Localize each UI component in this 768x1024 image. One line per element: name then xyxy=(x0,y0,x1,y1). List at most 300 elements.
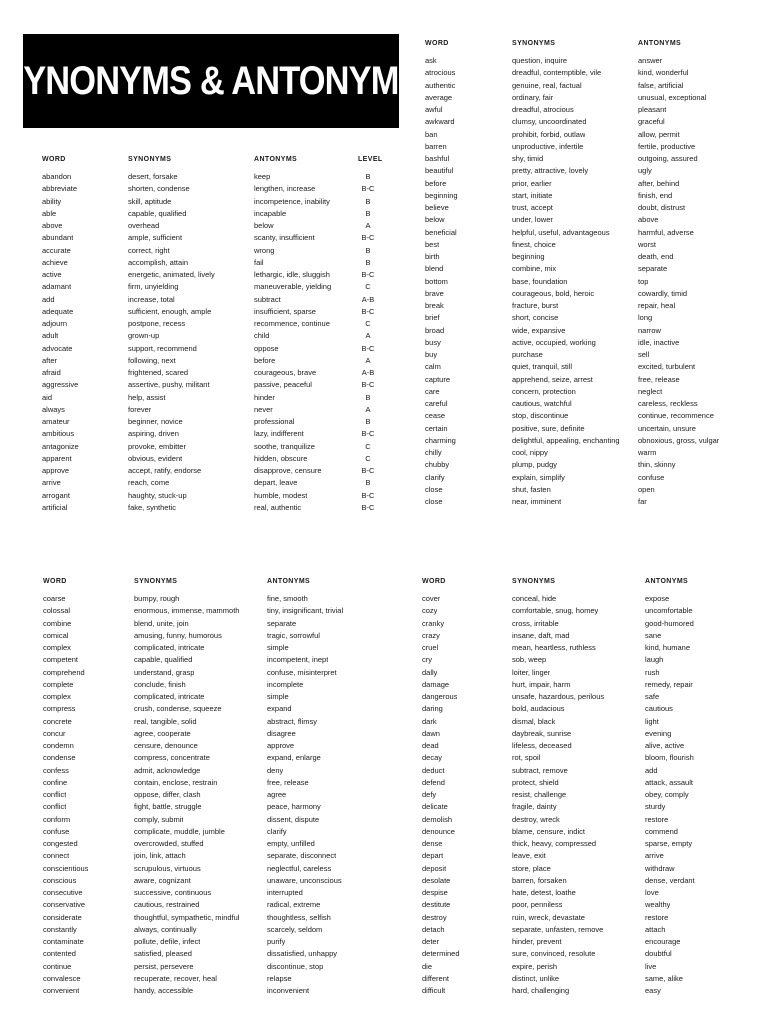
level-cell: B-C xyxy=(361,429,375,439)
word-cell: condense xyxy=(43,753,76,763)
word-cell: complex xyxy=(43,643,71,652)
word-cell: cry xyxy=(422,655,432,665)
word-cell: concrete xyxy=(43,716,72,726)
column-header-word: WORD xyxy=(42,156,66,163)
antonyms-cell: false, artificial xyxy=(638,80,684,90)
word-cell: abundant xyxy=(42,233,74,243)
antonyms-cell: fertile, productive xyxy=(638,141,696,151)
table-row xyxy=(43,899,383,911)
column-header-synonyms: SYNONYMS xyxy=(512,578,556,585)
synonyms-cell: hurt, impair, harm xyxy=(512,679,571,689)
table-row xyxy=(42,330,388,342)
word-table-panel-2 xyxy=(425,40,725,508)
table-row xyxy=(43,703,383,715)
antonyms-cell: expand, enlarge xyxy=(267,753,321,763)
word-cell: different xyxy=(422,973,449,983)
antonyms-cell: disapprove, censure xyxy=(254,466,322,475)
synonyms-cell: shy, timid xyxy=(512,154,544,163)
table-row xyxy=(43,912,383,924)
table-row xyxy=(425,435,725,447)
antonyms-cell: finish, end xyxy=(638,190,673,200)
antonyms-cell: sparse, empty xyxy=(645,839,693,848)
synonyms-cell: beginning xyxy=(512,252,545,261)
synonyms-cell: crush, condense, squeeze xyxy=(134,704,222,714)
word-cell: busy xyxy=(425,337,441,347)
word-cell: calm xyxy=(425,362,441,372)
antonyms-cell: hidden, obscure xyxy=(254,453,308,463)
antonyms-cell: outgoing, assured xyxy=(638,154,698,163)
word-cell: able xyxy=(42,208,57,218)
table-row xyxy=(422,667,742,679)
word-cell: despise xyxy=(422,888,448,897)
antonyms-cell: neglect xyxy=(638,386,663,396)
table-header xyxy=(42,156,388,168)
table-row xyxy=(42,196,388,208)
word-cell: conscientious xyxy=(43,863,89,873)
table-header xyxy=(422,578,742,590)
table-row xyxy=(425,337,725,349)
antonyms-cell: add xyxy=(645,765,658,775)
table-row xyxy=(42,379,388,391)
table-row xyxy=(422,691,742,703)
antonyms-cell: harmful, adverse xyxy=(638,227,694,237)
synonyms-cell: contain, enclose, restrain xyxy=(134,777,218,787)
table-row xyxy=(422,605,742,617)
synonyms-cell: comply, submit xyxy=(134,814,184,824)
level-cell: A xyxy=(365,404,371,414)
synonyms-cell: rot, spoil xyxy=(512,753,541,763)
synonyms-cell: shut, fasten xyxy=(512,484,551,494)
word-cell: crazy xyxy=(422,630,440,640)
table-row xyxy=(425,349,725,361)
word-cell: ask xyxy=(425,56,437,65)
word-cell: conflict xyxy=(43,802,67,812)
table-header xyxy=(425,40,725,52)
synonyms-cell: support, recommend xyxy=(128,343,197,353)
synonyms-cell: combine, mix xyxy=(512,264,557,274)
word-cell: cozy xyxy=(422,606,438,616)
table-row xyxy=(425,239,725,251)
synonyms-cell: prior, earlier xyxy=(512,178,552,188)
antonyms-cell: deny xyxy=(267,765,284,775)
synonyms-cell: helpful, useful, advantageous xyxy=(512,227,610,237)
word-cell: charming xyxy=(425,435,456,445)
word-cell: dense xyxy=(422,839,443,848)
antonyms-cell: neglectful, careless xyxy=(267,863,332,873)
antonyms-cell: graceful xyxy=(638,117,665,127)
antonyms-cell: incapable xyxy=(254,208,287,218)
antonyms-cell: live xyxy=(645,961,657,971)
synonyms-cell: recuperate, recover, heal xyxy=(134,973,217,983)
table-row xyxy=(42,306,388,318)
table-row xyxy=(43,667,383,679)
synonyms-cell: correct, right xyxy=(128,245,170,255)
table-row xyxy=(43,887,383,899)
synonyms-cell: destroy, wreck xyxy=(512,814,560,824)
synonyms-cell: conclude, finish xyxy=(134,679,186,689)
table-row xyxy=(425,202,725,214)
table-row xyxy=(42,416,388,428)
word-cell: conscious xyxy=(43,875,77,885)
word-cell: afraid xyxy=(42,368,61,377)
synonyms-cell: always, continually xyxy=(134,924,197,934)
word-cell: conservative xyxy=(43,900,86,910)
antonyms-cell: kind, wonderful xyxy=(638,68,689,78)
table-row xyxy=(422,630,742,642)
table-row xyxy=(42,392,388,404)
word-cell: dally xyxy=(422,667,438,677)
antonyms-cell: doubt, distrust xyxy=(638,203,686,212)
antonyms-cell: separate xyxy=(638,264,668,274)
word-cell: confess xyxy=(43,765,69,775)
word-cell: considerate xyxy=(43,912,82,922)
synonyms-cell: distinct, unlike xyxy=(512,973,560,983)
word-cell: denounce xyxy=(422,826,455,836)
word-cell: deposit xyxy=(422,863,447,873)
table-row xyxy=(422,777,742,789)
word-cell: dark xyxy=(422,716,437,726)
table-row xyxy=(425,459,725,471)
synonyms-cell: under, lower xyxy=(512,215,553,225)
antonyms-cell: relapse xyxy=(267,973,292,983)
antonyms-cell: narrow xyxy=(638,325,661,335)
table-row xyxy=(425,276,725,288)
word-cell: close xyxy=(425,484,443,494)
table-row xyxy=(422,912,742,924)
antonyms-cell: obey, comply xyxy=(645,790,689,799)
synonyms-cell: accept, ratify, endorse xyxy=(128,466,202,475)
table-row xyxy=(43,740,383,752)
antonyms-cell: courageous, brave xyxy=(254,368,317,377)
word-cell: damage xyxy=(422,679,450,689)
synonyms-cell: ordinary, fair xyxy=(512,92,554,102)
antonyms-cell: safe xyxy=(645,692,660,701)
page-title: SYNONYMS & ANTONYMS xyxy=(1,58,421,103)
table-row xyxy=(422,654,742,666)
synonyms-cell: scrupulous, virtuous xyxy=(134,863,201,873)
table-row xyxy=(425,141,725,153)
word-cell: capture xyxy=(425,374,451,384)
word-cell: abbreviate xyxy=(42,184,78,194)
synonyms-cell: obvious, evident xyxy=(128,453,183,463)
table-row xyxy=(43,654,383,666)
word-cell: beginning xyxy=(425,190,458,200)
synonyms-cell: firm, unyielding xyxy=(128,282,179,292)
table-row xyxy=(43,728,383,740)
word-cell: cease xyxy=(425,411,446,421)
antonyms-cell: far xyxy=(638,497,647,506)
antonyms-cell: idle, inactive xyxy=(638,337,680,347)
synonyms-cell: hate, detest, loathe xyxy=(512,888,576,897)
table-row xyxy=(422,875,742,887)
word-cell: break xyxy=(425,301,444,310)
synonyms-cell: loiter, linger xyxy=(512,667,551,677)
antonyms-cell: disagree xyxy=(267,728,296,738)
table-row xyxy=(422,679,742,691)
table-row xyxy=(43,777,383,789)
word-cell: awful xyxy=(425,105,443,114)
word-cell: compress xyxy=(43,704,76,714)
synonyms-cell: blend, unite, join xyxy=(134,618,189,628)
table-row xyxy=(42,232,388,244)
level-cell: B xyxy=(365,196,371,206)
antonyms-cell: death, end xyxy=(638,252,674,261)
antonyms-cell: confuse xyxy=(638,472,665,482)
level-cell: B xyxy=(365,172,371,181)
antonyms-cell: professional xyxy=(254,417,295,426)
table-row xyxy=(425,472,725,484)
synonyms-cell: lifeless, deceased xyxy=(512,741,572,750)
word-cell: desolate xyxy=(422,875,451,885)
antonyms-cell: soothe, tranquilize xyxy=(254,441,315,451)
word-cell: conflict xyxy=(43,790,67,799)
synonyms-cell: satisfied, pleased xyxy=(134,949,192,959)
word-cell: constantly xyxy=(43,924,77,934)
word-cell: above xyxy=(42,221,63,230)
level-cell: B-C xyxy=(361,343,375,353)
table-row xyxy=(425,484,725,496)
synonyms-cell: dreadful, atrocious xyxy=(512,105,574,114)
antonyms-cell: scanty, insufficient xyxy=(254,233,315,243)
word-cell: chubby xyxy=(425,460,450,470)
antonyms-cell: agree xyxy=(267,790,287,799)
antonyms-cell: separate xyxy=(267,618,297,628)
word-cell: ambitious xyxy=(42,429,75,439)
antonyms-cell: unaware, unconscious xyxy=(267,875,342,885)
table-header xyxy=(43,578,383,590)
antonyms-cell: expose xyxy=(645,594,670,603)
synonyms-cell: capable, qualified xyxy=(128,208,187,218)
synonyms-cell: cool, nippy xyxy=(512,448,548,457)
synonyms-cell: skill, aptitude xyxy=(128,196,172,206)
antonyms-cell: simple xyxy=(267,643,289,652)
synonyms-cell: join, link, attach xyxy=(134,851,186,861)
synonyms-cell: clumsy, uncoordinated xyxy=(512,117,587,127)
antonyms-cell: discontinue, stop xyxy=(267,961,324,971)
column-header-synonyms: SYNONYMS xyxy=(128,156,172,163)
synonyms-cell: near, imminent xyxy=(512,497,562,506)
word-cell: complete xyxy=(43,679,74,689)
synonyms-cell: understand, grasp xyxy=(134,667,195,677)
antonyms-cell: dissatisfied, unhappy xyxy=(267,949,338,959)
level-cell: B xyxy=(365,208,371,218)
antonyms-cell: encourage xyxy=(645,937,681,946)
table-row xyxy=(42,465,388,477)
word-cell: buy xyxy=(425,350,438,359)
table-row xyxy=(425,116,725,128)
table-row xyxy=(43,838,383,850)
word-cell: always xyxy=(42,404,65,414)
synonyms-cell: leave, exit xyxy=(512,851,546,861)
word-cell: deduct xyxy=(422,765,445,775)
synonyms-cell: short, concise xyxy=(512,313,559,323)
table-row xyxy=(422,801,742,813)
table-row xyxy=(43,691,383,703)
table-row xyxy=(425,104,725,116)
table-row xyxy=(43,716,383,728)
word-cell: arrogant xyxy=(42,490,70,500)
table-row xyxy=(42,220,388,232)
antonyms-cell: radical, extreme xyxy=(267,900,321,910)
antonyms-cell: restore xyxy=(645,912,669,922)
word-cell: care xyxy=(425,386,440,396)
level-cell: C xyxy=(365,282,371,292)
table-row xyxy=(43,973,383,985)
word-cell: abandon xyxy=(42,172,72,181)
table-row xyxy=(42,294,388,306)
word-cell: congested xyxy=(43,839,78,848)
synonyms-cell: insane, daft, mad xyxy=(512,630,570,640)
antonyms-cell: thoughtless, selfish xyxy=(267,912,331,922)
word-cell: comprehend xyxy=(43,667,85,677)
table-row xyxy=(422,924,742,936)
table-row xyxy=(425,288,725,300)
antonyms-cell: attach xyxy=(645,924,666,934)
word-cell: accurate xyxy=(42,245,71,255)
synonyms-cell: enormous, immense, mammoth xyxy=(134,606,240,616)
word-cell: birth xyxy=(425,252,440,261)
word-cell: deter xyxy=(422,937,440,946)
column-header-antonyms: ANTONYMS xyxy=(267,578,311,585)
table-row xyxy=(42,257,388,269)
synonyms-cell: postpone, recess xyxy=(128,319,186,328)
synonyms-cell: hard, challenging xyxy=(512,986,570,995)
antonyms-cell: love xyxy=(645,888,659,897)
synonyms-cell: apprehend, seize, arrest xyxy=(512,374,593,384)
table-row xyxy=(43,679,383,691)
synonyms-cell: sure, convinced, resolute xyxy=(512,949,596,959)
antonyms-cell: good-humored xyxy=(645,618,694,628)
antonyms-cell: attack, assault xyxy=(645,777,693,787)
table-row xyxy=(425,67,725,79)
level-cell: B-C xyxy=(361,490,375,500)
word-cell: approve xyxy=(42,466,70,475)
antonyms-cell: allow, permit xyxy=(638,129,680,139)
antonyms-cell: maneuverable, yielding xyxy=(254,282,332,292)
word-cell: barren xyxy=(425,141,447,151)
synonyms-cell: capable, qualified xyxy=(134,655,193,665)
table-row xyxy=(422,642,742,654)
table-row xyxy=(43,618,383,630)
antonyms-cell: worst xyxy=(638,239,656,249)
synonyms-cell: mean, heartless, ruthless xyxy=(512,643,596,652)
synonyms-cell: cautious, watchful xyxy=(512,399,572,408)
word-cell: aggressive xyxy=(42,380,79,390)
antonyms-cell: repair, heal xyxy=(638,301,676,310)
table-row xyxy=(425,227,725,239)
antonyms-cell: abstract, flimsy xyxy=(267,716,318,726)
synonyms-cell: protect, shield xyxy=(512,777,559,787)
column-header-antonyms: ANTONYMS xyxy=(254,156,298,163)
synonyms-cell: grown-up xyxy=(128,331,160,341)
word-cell: arrive xyxy=(42,478,61,488)
word-cell: adequate xyxy=(42,306,74,316)
word-cell: antagonize xyxy=(42,441,79,451)
table-row xyxy=(425,361,725,373)
antonyms-cell: never xyxy=(254,404,273,414)
antonyms-cell: long xyxy=(638,313,653,323)
antonyms-cell: unusual, exceptional xyxy=(638,92,707,102)
level-cell: A xyxy=(365,355,371,365)
synonyms-cell: barren, forsaken xyxy=(512,875,567,885)
level-cell: B-C xyxy=(361,233,375,243)
synonyms-cell: base, foundation xyxy=(512,276,568,286)
word-cell: advocate xyxy=(42,343,73,353)
word-cell: difficult xyxy=(422,986,446,995)
table-row xyxy=(42,269,388,281)
antonyms-cell: free, release xyxy=(638,374,680,384)
word-cell: amateur xyxy=(42,417,70,426)
word-cell: adult xyxy=(42,331,59,341)
synonyms-cell: active, occupied, working xyxy=(512,337,596,347)
column-header-synonyms: SYNONYMS xyxy=(512,40,556,47)
antonyms-cell: tiny, insignificant, trivial xyxy=(267,606,344,616)
table-row xyxy=(425,214,725,226)
table-row xyxy=(42,343,388,355)
word-cell: delicate xyxy=(422,802,448,812)
table-row xyxy=(42,502,388,514)
word-cell: determined xyxy=(422,949,460,959)
word-table-panel-4 xyxy=(422,578,742,997)
synonyms-cell: agree, cooperate xyxy=(134,728,191,738)
synonyms-cell: energetic, animated, lively xyxy=(128,270,215,279)
antonyms-cell: laugh xyxy=(645,655,664,665)
synonyms-cell: bold, audacious xyxy=(512,704,565,714)
column-header-antonyms: ANTONYMS xyxy=(638,40,682,47)
table-row xyxy=(43,936,383,948)
synonyms-cell: courageous, bold, heroic xyxy=(512,288,595,298)
synonyms-cell: overhead xyxy=(128,221,160,230)
table-row xyxy=(43,814,383,826)
synonyms-cell: increase, total xyxy=(128,294,175,304)
antonyms-cell: oppose xyxy=(254,343,279,353)
word-cell: adamant xyxy=(42,282,72,292)
antonyms-cell: uncertain, unsure xyxy=(638,423,696,433)
word-cell: dawn xyxy=(422,728,440,738)
table-row xyxy=(425,80,725,92)
antonyms-cell: sell xyxy=(638,350,650,359)
synonyms-cell: pollute, defile, infect xyxy=(134,937,201,946)
title-banner xyxy=(1,34,421,128)
table-row xyxy=(425,165,725,177)
synonyms-cell: start, initiate xyxy=(512,190,553,200)
antonyms-cell: above xyxy=(638,215,659,225)
synonyms-cell: unsafe, hazardous, perilous xyxy=(512,692,605,701)
antonyms-cell: sane xyxy=(645,630,662,640)
antonyms-cell: recommence, continue xyxy=(254,319,330,328)
column-header-antonyms: ANTONYMS xyxy=(645,578,689,585)
synonyms-cell: expire, perish xyxy=(512,961,558,971)
synonyms-cell: provoke, embitter xyxy=(128,441,186,451)
antonyms-cell: inconvenient xyxy=(267,986,310,995)
table-row xyxy=(43,765,383,777)
synonyms-cell: frightened, scared xyxy=(128,368,189,377)
synonyms-cell: haughty, stuck-up xyxy=(128,490,187,500)
synonyms-cell: fight, battle, struggle xyxy=(134,802,202,812)
word-cell: certain xyxy=(425,423,448,433)
word-cell: contaminate xyxy=(43,937,84,946)
synonyms-cell: beginner, novice xyxy=(128,417,183,426)
table-row xyxy=(42,171,388,183)
antonyms-cell: same, alike xyxy=(645,973,683,983)
word-cell: authentic xyxy=(425,80,456,90)
table-row xyxy=(422,948,742,960)
word-cell: best xyxy=(425,239,440,249)
word-table-panel-1 xyxy=(42,156,388,514)
antonyms-cell: expand xyxy=(267,704,292,714)
synonyms-cell: admit, acknowledge xyxy=(134,765,201,775)
word-cell: cover xyxy=(422,594,441,603)
